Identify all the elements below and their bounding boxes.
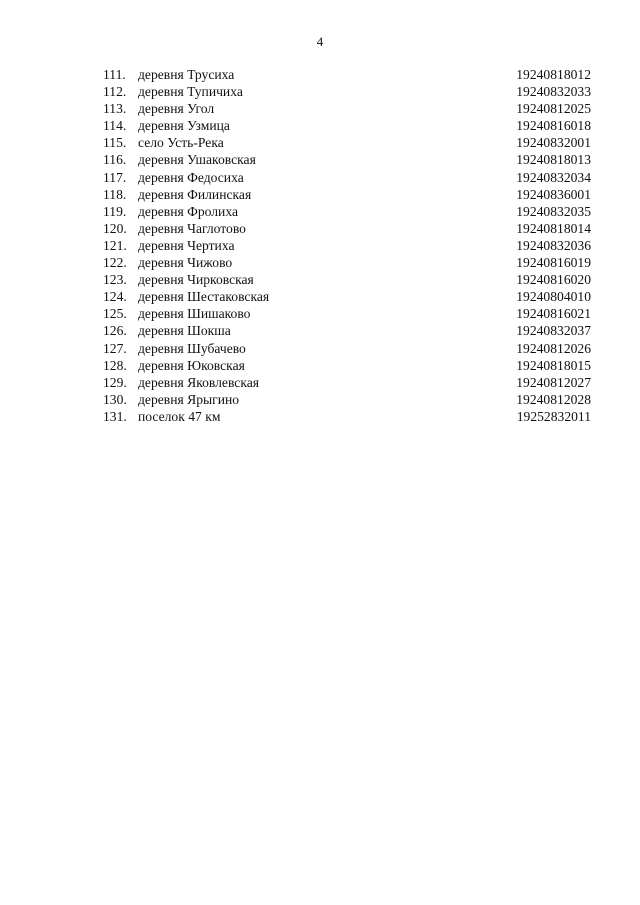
item-name: деревня Шубачево xyxy=(138,340,246,356)
list-item xyxy=(103,357,591,374)
item-name: деревня Филинская xyxy=(138,186,252,202)
item-code: 19240818013 xyxy=(516,152,591,168)
list-item xyxy=(103,237,591,254)
item-code: 19240832036 xyxy=(516,237,591,253)
item-number: 126. xyxy=(103,323,127,339)
item-number: 111. xyxy=(103,67,126,82)
item-name: деревня Ярыгино xyxy=(138,391,240,407)
item-number: 115. xyxy=(103,135,127,151)
list-item xyxy=(103,66,591,83)
list-item xyxy=(103,83,591,100)
item-code: 19240816018 xyxy=(516,118,591,134)
item-code: 19240816019 xyxy=(516,255,591,271)
item-name: деревня Ушаковская xyxy=(138,152,256,168)
list-item xyxy=(103,391,591,408)
item-name: деревня Фролиха xyxy=(138,203,238,219)
item-name: деревня Угол xyxy=(138,101,215,117)
list-item xyxy=(103,151,591,168)
list-item xyxy=(103,374,591,391)
item-number: 119. xyxy=(103,203,127,219)
list-item xyxy=(103,100,591,117)
item-name: деревня Шокша xyxy=(138,323,231,339)
item-code: 19240812027 xyxy=(516,374,591,390)
item-name: деревня Чертиха xyxy=(138,237,235,253)
list-item xyxy=(103,134,591,151)
item-code: 19240818014 xyxy=(516,220,591,236)
list-item xyxy=(103,169,591,186)
item-number: 123. xyxy=(103,272,127,288)
item-name: деревня Яковлевская xyxy=(138,374,260,390)
item-code: 19240832001 xyxy=(516,135,591,151)
item-code: 19240818015 xyxy=(516,357,591,373)
item-code: 19240812025 xyxy=(516,101,591,117)
settlement-list xyxy=(103,66,591,425)
item-number: 113. xyxy=(103,101,127,117)
item-number: 131. xyxy=(103,408,127,424)
item-name: поселок 47 км xyxy=(138,408,221,424)
list-item xyxy=(103,203,591,220)
item-code: 19240812026 xyxy=(516,340,591,356)
item-name: деревня Узмица xyxy=(138,118,230,134)
item-code: 19240832037 xyxy=(516,323,591,339)
item-number: 125. xyxy=(103,306,127,322)
item-code: 19240818012 xyxy=(516,67,591,82)
item-number: 127. xyxy=(103,340,127,356)
item-name: деревня Чирковская xyxy=(138,272,254,288)
list-item xyxy=(103,220,591,237)
item-code: 19240832034 xyxy=(516,169,591,185)
item-number: 128. xyxy=(103,357,127,373)
item-number: 120. xyxy=(103,220,127,236)
item-code: 19240816021 xyxy=(516,306,591,322)
list-item xyxy=(103,117,591,134)
item-code: 19240832033 xyxy=(516,84,591,100)
item-name: деревня Чижово xyxy=(138,255,233,271)
item-name: деревня Чаглотово xyxy=(138,220,246,236)
item-name: деревня Федосиха xyxy=(138,169,244,185)
list-item xyxy=(103,186,591,203)
item-name: деревня Трусиха xyxy=(138,67,235,82)
item-code: 19240836001 xyxy=(516,186,591,202)
item-code: 19252832011 xyxy=(516,408,591,424)
item-number: 112. xyxy=(103,84,127,100)
list-item xyxy=(103,322,591,339)
item-name: деревня Тупичиха xyxy=(138,84,243,100)
item-name: деревня Шишаково xyxy=(138,306,251,322)
item-code: 19240832035 xyxy=(516,203,591,219)
list-item xyxy=(103,408,591,425)
list-item xyxy=(103,305,591,322)
item-name: село Усть-Река xyxy=(138,135,224,151)
item-number: 117. xyxy=(103,169,127,185)
item-number: 129. xyxy=(103,374,127,390)
item-name: деревня Шестаковская xyxy=(138,289,270,305)
item-number: 124. xyxy=(103,289,127,305)
item-number: 118. xyxy=(103,186,127,202)
item-number: 116. xyxy=(103,152,127,168)
list-item xyxy=(103,254,591,271)
item-number: 114. xyxy=(103,118,127,134)
list-item xyxy=(103,288,591,305)
list-item xyxy=(103,340,591,357)
item-name: деревня Юковская xyxy=(138,357,245,373)
item-number: 130. xyxy=(103,391,127,407)
item-code: 19240812028 xyxy=(516,391,591,407)
item-number: 122. xyxy=(103,255,127,271)
list-item xyxy=(103,271,591,288)
item-number: 121. xyxy=(103,237,127,253)
item-code: 19240816020 xyxy=(516,272,591,288)
page-number: 4 xyxy=(316,34,324,49)
item-code: 19240804010 xyxy=(516,289,591,305)
